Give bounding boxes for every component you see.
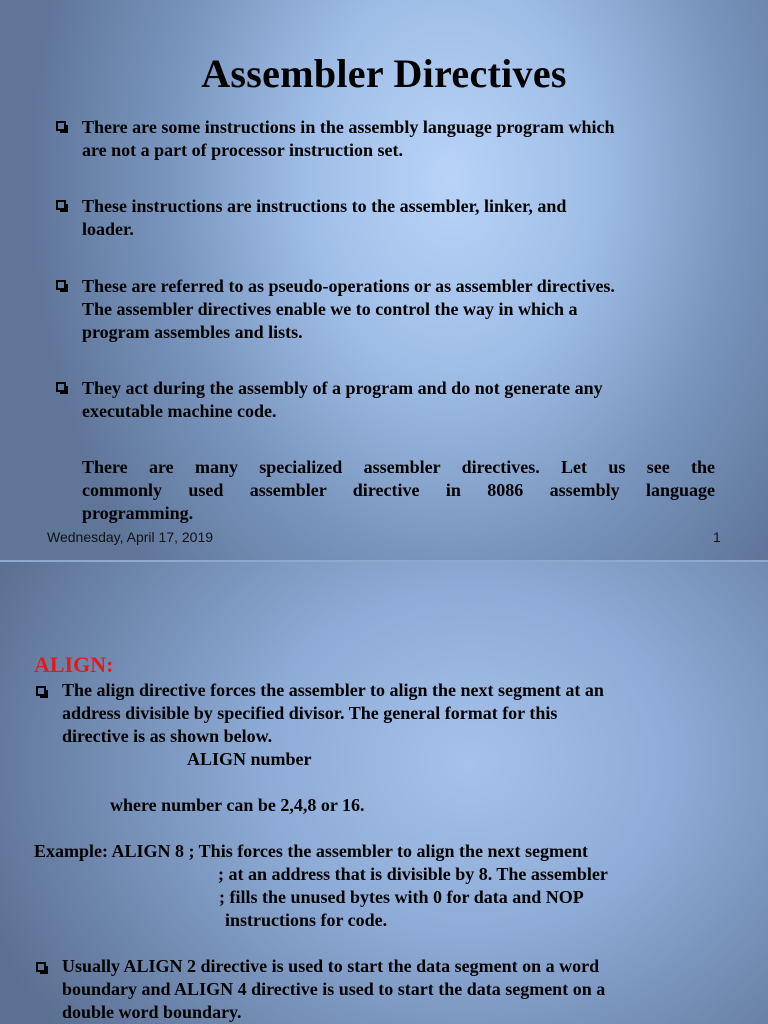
bullet-3-line-3: program assembles and lists. (82, 322, 303, 342)
bullet-2 (82, 195, 722, 241)
align-bullet-2-line-3: double word boundary. (62, 1002, 242, 1022)
bullet-2-line-1: These instructions are instructions to the assembler, linker, and (82, 196, 567, 216)
footer-date: Wednesday, April 17, 2019 (47, 529, 214, 545)
closing-paragraph (82, 456, 715, 525)
checkbox-bullet-icon (56, 382, 66, 392)
bullet-3-line-1: These are referred to as pseudo-operations or as assembler directives. (82, 276, 615, 296)
align-bullet-2-line-1: Usually ALIGN 2 directive is used to start the data segment on a word (62, 956, 600, 976)
checkbox-bullet-icon (56, 280, 66, 290)
bullet-3-line-2: The assembler directives enable we to control the way in which a (82, 299, 578, 319)
checkbox-bullet-icon (56, 121, 66, 131)
bullet-3 (82, 275, 732, 344)
slide-title: Assembler Directives (201, 51, 567, 96)
example-line-2: ; at an address that is divisible by 8. The assembler (218, 864, 608, 884)
format-line: ALIGN number (187, 749, 312, 769)
bullet-1-line-2: are not a part of processor instruction set. (82, 140, 403, 160)
slide-2 (0, 562, 768, 1024)
align-bullet-2-line-2: boundary and ALIGN 4 directive is used to start the data segment on a (62, 979, 606, 999)
align-bullet-1-line-1: The align directive forces the assembler to align the next segment at an (62, 680, 604, 700)
align-bullet-2 (62, 955, 722, 1024)
example-line-4: instructions for code. (225, 910, 388, 930)
bullet-4-line-2: executable machine code. (82, 401, 277, 421)
where-line: where number can be 2,4,8 or 16. (110, 795, 365, 815)
checkbox-bullet-icon (36, 962, 46, 972)
checkbox-bullet-icon (36, 686, 46, 696)
checkbox-bullet-icon (56, 200, 66, 210)
align-heading: ALIGN: (34, 652, 114, 677)
bullet-1-line-1: There are some instructions in the assembly language program which (82, 117, 615, 137)
bullet-4-line-1: They act during the assembly of a program and do not generate any (82, 378, 603, 398)
example-line-1: Example: ALIGN 8 ; This forces the assembler to align the next segment (34, 841, 588, 861)
bullet-2-line-2: loader. (82, 219, 134, 239)
paragraph-line-3: programming. (82, 503, 194, 523)
align-bullet-1 (62, 679, 722, 748)
align-bullet-1-line-3: directive is as shown below. (62, 726, 273, 746)
bullet-1 (82, 116, 722, 162)
bullet-4 (82, 377, 722, 423)
example-line-3: ; fills the unused bytes with 0 for data and NOP (219, 887, 584, 907)
paragraph-line-2: commonly used assembler directive in 8086 assembly language (82, 480, 715, 500)
paragraph-line-1: There are many specialized assembler directives. Let us see the (82, 457, 715, 477)
align-bullet-1-line-2: address divisible by specified divisor. The general format for this (62, 703, 558, 723)
page-number: 1 (713, 529, 721, 545)
